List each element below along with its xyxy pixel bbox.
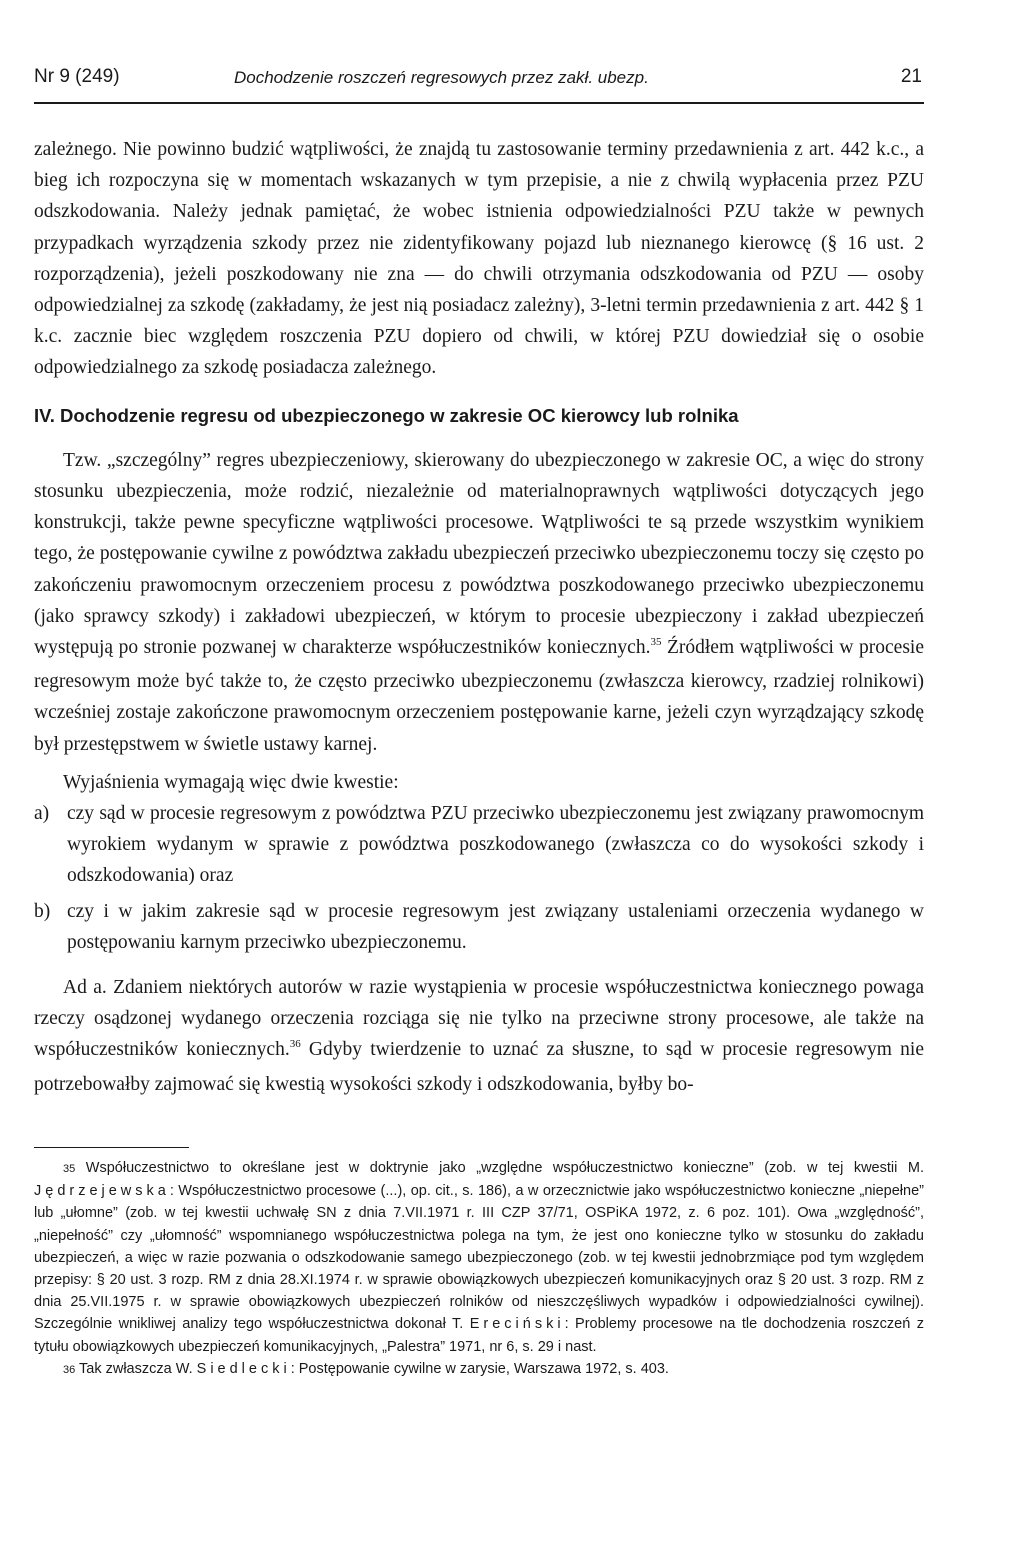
footnote-text: : Problemy procesowe na tle dochodzenia roszczeń z tytułu obowiązkowych ubezpieczeń komunikacyjnych, „Palestra” 1971, nr 6, s. 29 i nast. [34, 1316, 924, 1355]
paragraph-regres [34, 445, 924, 760]
footnote-text: : Współuczestnictwo procesowe (...), op. cit., s. 186), a w orzecznictwie jako współuczestnictwo konieczne „niepełne” lub „ułomne” (zob. w tej kwestii uchwałę SN z dnia 7.VII.1971 r. III CZP 37/71, OSPiKA 1972, z. 6 poz. 101). Owa „względność”, „niepełność” czy „ułomność” wspomnianego współuczestnictwa polega na tym, że jest ono konieczne tylko w stosunku do zakładu ubezpieczeń, a więc w razie pozwania o odszkodowanie samego ubezpieczonego (zob. w tej kwestii jednobrzmiące pod tym względem przepisy: § 20 ust. 3 rozp. RM z dnia 28.XI.1974 r. w sprawie obowiązkowych ubezpieczeń komunikacyjnych oraz § 20 ust. 3 rozp. RM z dnia 25.VII.1975 r. w sprawie obowiązkowych ubezpieczeń rolników od nieszczęśliwych wypadków i odpowiedzialności cywilnej). Szczególnie wnikliwej analizy tego współuczestnictwa dokonał T. [34, 1183, 924, 1333]
footnotes [34, 1157, 924, 1381]
issue-number: Nr 9 (249) [34, 66, 120, 87]
footnote-36 [34, 1358, 924, 1381]
list-item-text: czy sąd w procesie regresowym z powództwa PZU przeciwko ubezpieczonemu jest związany prawomocnym wyrokiem wydanym w sprawie z powództwa poszkodowanego (zwłaszcza co do wysokości szkody i odszkodowania) oraz [67, 803, 924, 887]
footnote-text: : Postępowanie cywilne w zarysie, Warszawa 1972, s. 403. [290, 1360, 669, 1377]
main-text [34, 134, 924, 1100]
list-item-b [34, 896, 924, 958]
paragraph-text: Źródłem wątpliwości w procesie regresowym może być także to, że często przeciwko ubezpieczonemu (zwłaszcza kierowcy, rzadziej rolnikowi) wcześniej zostaje zakończone prawomocnym orzeczeniem postępowanie karne, jeżeli czyn wyrządzający szkodę był przestępstwem w świetle ustawy karnej. [34, 637, 924, 755]
footnote-divider [34, 1147, 189, 1148]
footnote-ref-35[interactable]: 35 [650, 636, 662, 649]
footnote-number: 35 [63, 1163, 76, 1175]
running-title: Dochodzenie roszczeń regresowych przez zakł. ubezp. [234, 68, 649, 87]
list-marker: a) [34, 803, 50, 825]
footnote-number: 36 [63, 1363, 76, 1376]
paragraph-ad-a [34, 972, 924, 1100]
list-marker: b) [34, 900, 51, 922]
footnote-text: Tak zwłaszcza W. [75, 1360, 197, 1377]
author-name: Ereciński [469, 1316, 565, 1333]
paragraph-continuation: zależnego. Nie powinno budzić wątpliwości, że znajdą tu zastosowanie terminy przedawnienia z art. 442 k.c., a bieg ich rozpoczyna się w momentach wskazanych w tym przepisie, a nie z chwilą wypłacenia przez PZU odszkodowania. Należy jednak pamiętać, że wobec istnienia odpowiedzialności PZU także w pewnych przypadkach wyrządzenia szkody przez nie zidentyfikowany pojazd lub nieznanego kierowcę (§ 16 ust. 2 rozporządzenia), jeżeli poszkodowany nie zna — do chwili otrzymania odszkodowania od PZU — osoby odpowiedzialnej za szkodę (zakładamy, że jest nią posiadacz zależny), 3-letni termin przedawnienia z art. 442 § 1 k.c. zacznie biec względem roszczenia PZU dopiero od chwili, w której PZU dowiedział się o osobie odpowiedzialnego za szkodę posiadacza zależnego. [34, 139, 924, 379]
section-heading: IV. Dochodzenie regresu od ubezpieczonego w zakresie OC kierowcy lub rolnika [34, 404, 739, 426]
author-name: Jędrzejewska [34, 1183, 170, 1200]
author-name: Siedlecki [196, 1360, 291, 1377]
paragraph-text: Tzw. „szczególny” regres ubezpieczeniowy, skierowany do ubezpieczonego w zakresie OC, a więc do strony stosunku ubezpieczenia, może rodzić, niezależnie od materialnoprawnych wątpliwości dotyczących jego konstrukcji, także pewne specyficzne wątpliwości procesowe. Wątpliwości te są przede wszystkim wynikiem tego, że postępowanie cywilne z powództwa zakładu ubezpieczeń przeciwko ubezpieczonemu toczy się często po zakończeniu prawomocnym orzeczeniem procesu z powództwa poszkodowanego przeciwko ubezpieczonemu (jako sprawcy szkody) i zakładowi ubezpieczeń, w którym to procesie ubezpieczony i zakład ubezpieczeń występują po stronie pozwanej w charakterze współuczestników koniecznych. [34, 449, 924, 659]
list-item-text: czy i w jakim zakresie sąd w procesie regresowym jest związany ustaleniami orzeczenia wydanego w postępowaniu karnym przeciwko ubezpieczonemu. [67, 900, 924, 953]
paragraph-text: Gdyby twierdzenie to uznać za słuszne, to sąd w procesie regresowym nie potrzebowałby zajmować się kwestią wysokości szkody i odszkodowania, byłby bo- [34, 1039, 924, 1095]
footnote-ref-36[interactable]: 36 [289, 1038, 301, 1051]
running-header [34, 62, 924, 104]
paragraph-issues-intro: Wyjaśnienia wymagają więc dwie kwestie: [63, 771, 399, 793]
page-number: 21 [900, 66, 922, 87]
list-item-a [34, 798, 924, 892]
paragraph-text: Ad a. Zdaniem niektórych autorów w razie wystąpienia w procesie współuczestnictwa koniecznego powaga rzeczy osądzonej wydanego orzeczenia rozciąga się nie tylko na przeciwne strony procesowe, ale także na współuczestników koniecznych. [34, 977, 924, 1061]
footnote-text: Współuczestnictwo to określane jest w doktrynie jako „względne współuczestnictwo konieczne” (zob. w tej kwestii M. [75, 1160, 924, 1176]
footnote-35 [34, 1157, 924, 1358]
